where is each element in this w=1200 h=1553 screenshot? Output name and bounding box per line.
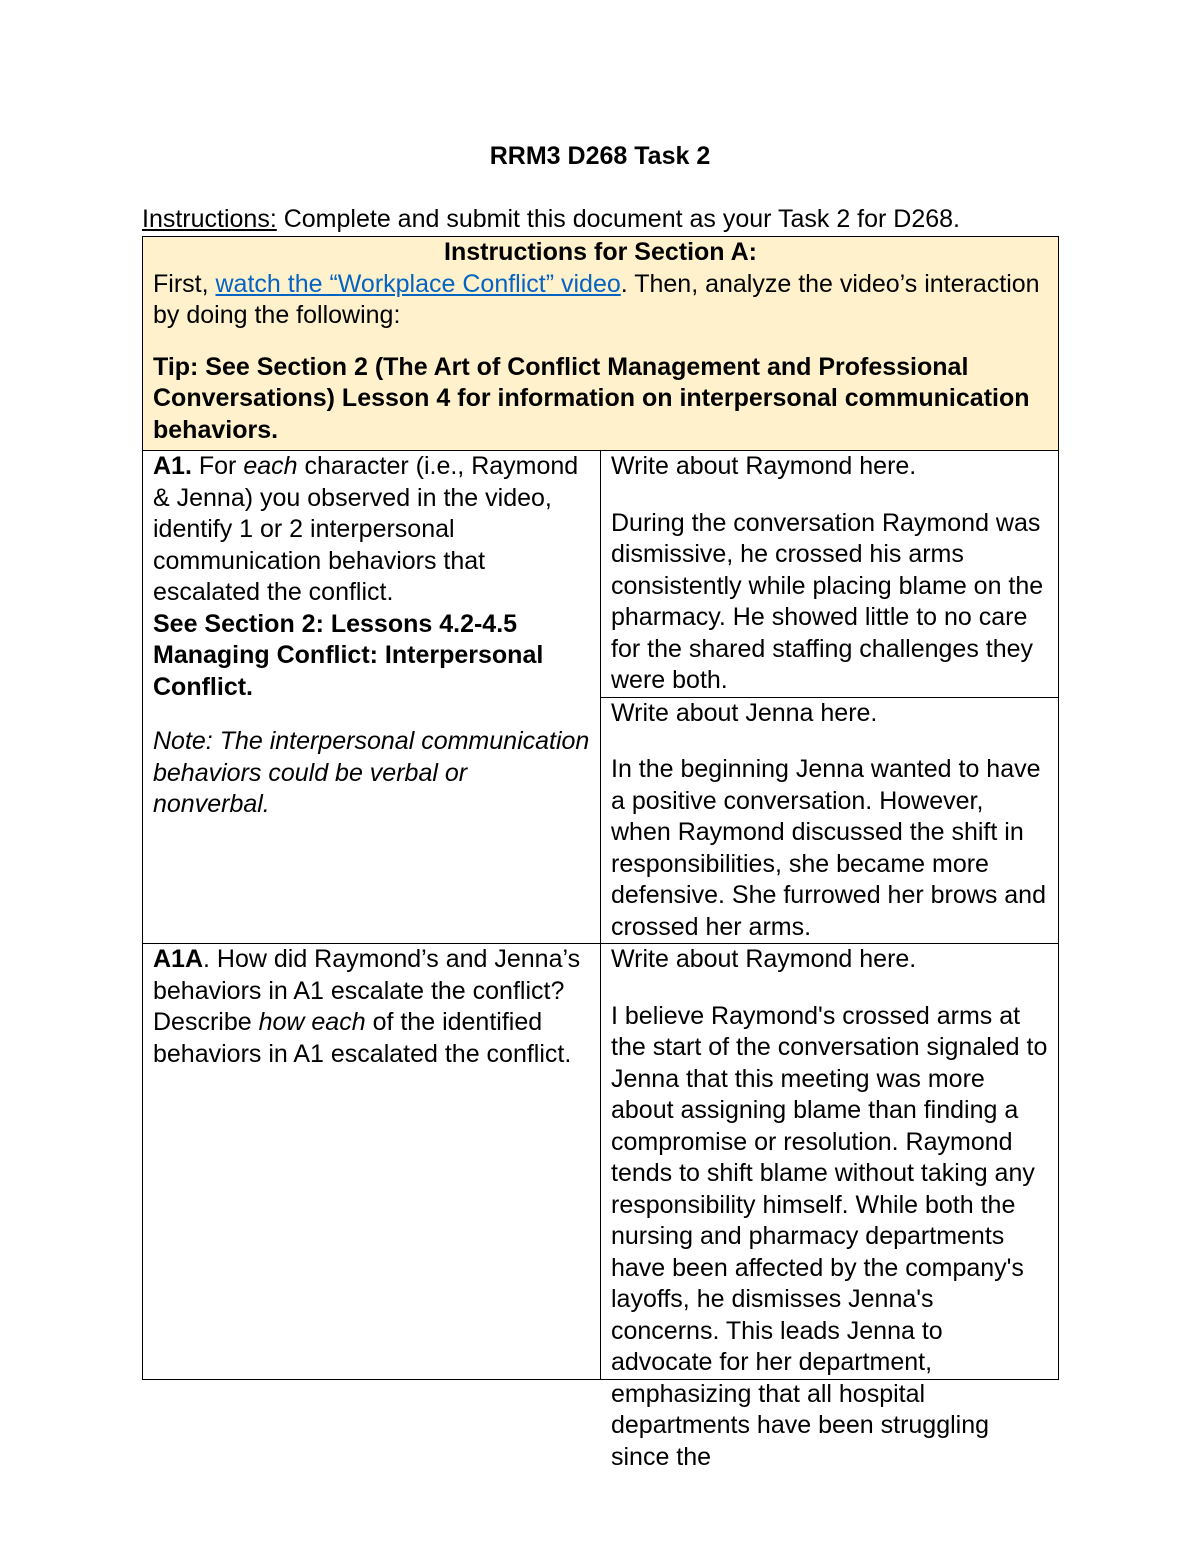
instructions-label: Instructions:: [142, 205, 277, 233]
section-a-tip: Tip: See Section 2 (The Art of Conflict Management and Professional Conversations) Lesson 4 for information on interpersonal communication behaviors.: [153, 352, 1030, 444]
spacer: [611, 483, 1048, 508]
a1a-raymond-prompt: Write about Raymond here.: [611, 945, 917, 973]
a1-note: [153, 726, 590, 821]
a1-raymond-row: [143, 451, 1059, 698]
a1a-row: [143, 944, 1059, 1380]
a1a-raymond-answer[interactable]: I believe Raymond's crossed arms at the start of the conversation signaled to Jenna that this meeting was more about assigning blame than finding a compromise or resolution. Raymond tends to shift blame without taking any responsibility himself. While both the nursing and pharmacy departments have been affected by the company's layoffs, he dismisses Jenna's concerns. This leads Jenna to advocate for her department, emphasizing that all hospital departments have been struggling since the: [611, 1001, 1048, 1471]
a1a-label: A1A: [153, 945, 204, 973]
section-a-intro-after: . Then, analyze the video’s interaction by doing the following:: [153, 269, 1040, 329]
a1-see-section: See Section 2: Lessons 4.2-4.5 Managing Conflict: Interpersonal Conflict.: [153, 609, 544, 701]
workplace-conflict-video-link[interactable]: watch the “Workplace Conflict” video: [215, 269, 621, 298]
section-a-intro-before: First,: [153, 269, 216, 298]
a1-prompt-part-2: character (i.e., Raymond & Jenna) you observed in the video, identify 1 or 2 interpersonal communication behaviors that escalated the conflict.: [153, 452, 579, 606]
section-a-heading: Instructions for Section A:: [444, 238, 757, 266]
task-table: [142, 236, 1059, 1471]
a1a-prompt-part-1: . How did Raymond’s and Jenna’s behaviors in A1 escalate the conflict? Describe: [153, 945, 581, 1036]
a1-raymond-prompt: Write about Raymond here.: [611, 452, 917, 480]
a1a-raymond-content: [611, 944, 1048, 1471]
spacer: [611, 976, 1048, 1001]
a1-prompt: [153, 451, 590, 609]
a1-jenna-prompt: Write about Jenna here.: [611, 698, 878, 727]
page-title: RRM3 D268 Task 2: [489, 142, 711, 170]
a1-jenna-answer[interactable]: In the beginning Jenna wanted to have a positive conversation. However, when Raymond discussed the shift in responsibilities, she became more defensive. She furrowed her brows and crossed her arms.: [611, 755, 1046, 941]
a1-prompt-cell: [143, 451, 601, 944]
a1-note-text: Note: The interpersonal communication behaviors could be verbal or nonverbal.: [153, 727, 590, 818]
a1a-prompt: [153, 944, 590, 1070]
a1a-prompt-part-2: of the identified behaviors in A1 escalated the conflict.: [153, 1008, 572, 1068]
a1-label: A1.: [153, 452, 192, 480]
a1a-prompt-how-each: how each: [258, 1008, 366, 1036]
a1-raymond-answer[interactable]: During the conversation Raymond was dismissive, he crossed his arms consistently while placing blame on the pharmacy. He showed little to no care for the shared staffing challenges they were both.: [611, 508, 1044, 694]
a1-jenna-cell: [601, 697, 1059, 944]
section-a-header-cell: [143, 237, 1059, 451]
a1-raymond-cell: [601, 451, 1059, 698]
spacer: [153, 703, 590, 726]
a1-prompt-part-1: For: [191, 452, 244, 480]
instructions-text: Complete and submit this document as your Task 2 for D268.: [276, 205, 960, 233]
a1-prompt-each: each: [243, 452, 298, 480]
a1a-prompt-cell: [143, 944, 601, 1380]
section-a-header-row: [143, 237, 1059, 451]
spacer: [611, 729, 1048, 754]
section-a-intro: [153, 269, 1048, 332]
instructions-line: [142, 205, 960, 234]
a1a-raymond-cell: [601, 944, 1059, 1471]
